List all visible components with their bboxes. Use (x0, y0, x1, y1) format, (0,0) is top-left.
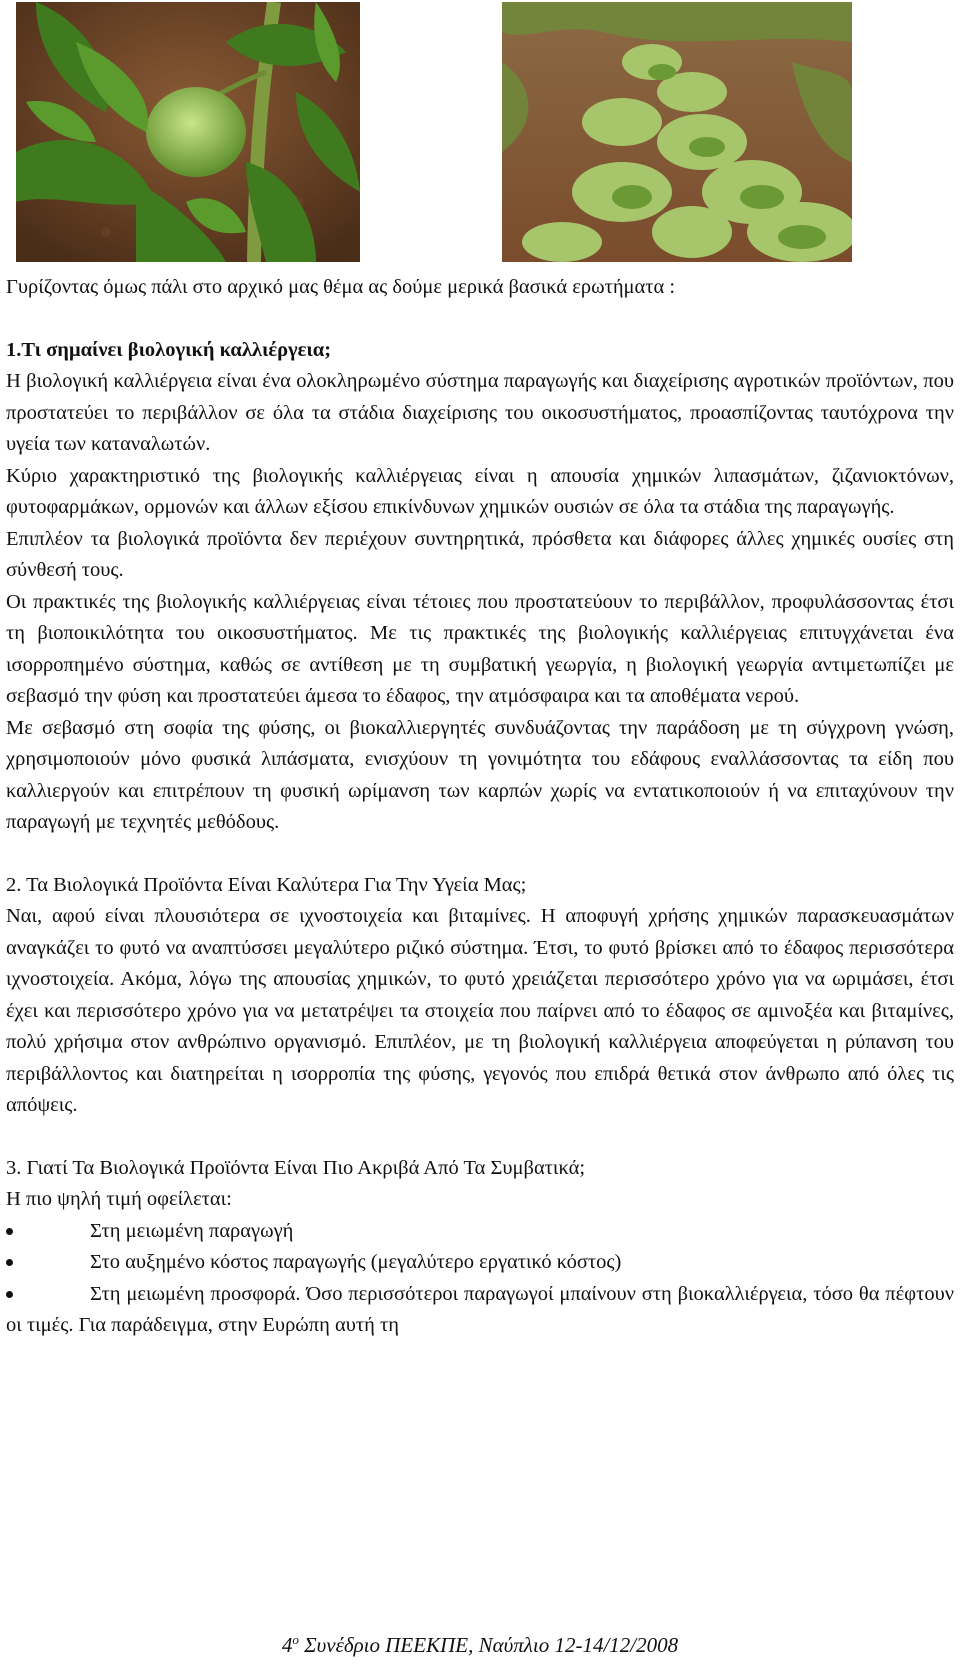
list-item (6, 1216, 954, 1248)
bullet-icon (6, 1228, 13, 1235)
list-item-text: Στη μειωμένη παραγωγή (90, 1219, 294, 1242)
question-1-paragraph: Κύριο χαρακτηριστικό της βιολογικής καλλιέργειας είναι η απουσία χημικών λιπασμάτων, ζιζανιοκτόνων, φυτοφαρμάκων, ορμονών και άλλων εξίσου επικίνδυνων χημικών ουσιών σε όλα τα στάδια της παραγωγής. (6, 464, 954, 518)
section-spacer (6, 1122, 954, 1153)
question-1-paragraph: Επιπλέον τα βιολογικά προϊόντα δεν περιέχουν συντηρητικά, πρόσθετα και διάφορες άλλες χημικές ουσίες στη σύνθεσή τους. (6, 527, 954, 581)
footer-superscript: ο (292, 1632, 299, 1647)
page-footer (0, 1630, 960, 1662)
footer-number: 4 (281, 1633, 293, 1657)
intro-paragraph: Γυρίζοντας όμως πάλι στο αρχικό μας θέμα ας δούμε μερικά βασικά ερωτήματα : (6, 276, 676, 298)
bullet-icon (6, 1259, 13, 1266)
section-spacer (6, 839, 954, 870)
tomato-plant-photo (16, 2, 360, 262)
question-1-section (6, 335, 954, 839)
squash-field-photo (502, 2, 852, 262)
question-2-heading: 2. Τα Βιολογικά Προϊόντα Είναι Καλύτερα Για Την Υγεία Μας; (6, 873, 527, 896)
list-item (6, 1247, 954, 1279)
question-2-section (6, 870, 954, 1122)
question-1-paragraph: Με σεβασμό στη σοφία της φύσης, οι βιοκαλλιεργητές συνδυάζοντας την παράδοση με τη σύγχρονη γνώση, χρησιμοποιούν μόνο φυσικά λιπάσματα, ενισχύουν τη γονιμότητα του εδάφους εναλλάσσοντας τα είδη που καλλιεργούν και επιτρέπουν τη φυσική ωρίμανση των καρπών χωρίς να εντατικοποιούν ή να επιταχύνουν την παραγωγή με τεχνητές μεθόδους. (6, 716, 954, 833)
article-body (6, 272, 954, 1342)
question-1-paragraph: Η βιολογική καλλιέργεια είναι ένα ολοκληρωμένο σύστημα παραγωγής και διαχείρισης αγροτικών προϊόντων, που προστατεύει το περιβάλλον σε όλα τα στάδια διαχείρισης του οικοσυστήματος, προασπίζοντας ταυτόχρονα την υγεία των καταναλωτών. (6, 370, 954, 455)
bullet-icon (6, 1291, 13, 1298)
question-3-lead: Η πιο ψηλή τιμή οφείλεται: (6, 1188, 232, 1210)
question-3-heading: 3. Γιατί Τα Βιολογικά Προϊόντα Είναι Πιο Ακριβά Από Τα Συμβατικά; (6, 1156, 586, 1179)
list-item (6, 1279, 954, 1342)
photo-row (6, 0, 954, 262)
question-1-heading: 1.Τι σημαίνει βιολογική καλλιέργεια; (6, 338, 332, 361)
question-3-section (6, 1153, 954, 1342)
footer-text: Συνέδριο ΠΕΕΚΠΕ, Ναύπλιο 12-14/12/2008 (298, 1633, 679, 1657)
question-2-paragraph: Ναι, αφού είναι πλουσιότερα σε ιχνοστοιχεία και βιταμίνες. Η αποφυγή χρήσης χημικών παρασκευασμάτων αναγκάζει το φυτό να αναπτύσσει μεγαλύτερο ριζικό σύστημα. Έτσι, το φυτό βρίσκει από το έδαφος περισσότερα ιχνοστοιχεία. Ακόμα, λόγω της απουσίας χημικών, το φυτό χρειάζεται περισσότερο χρόνο για να ωριμάσει, έτσι έχει και περισσότερο χρόνο για να μετατρέψει τα στοιχεία που παίρνει από το έδαφος σε αμινοξέα και βιταμίνες, πολύ χρήσιμα στον ανθρώπινο οργανισμό. Επιπλέον, με τη βιολογική καλλιέργεια αποφεύγεται η ρύπανση του περιβάλλοντος και διατηρείται η ισορροπία της φύσης, γεγονός που επιδρά θετικά στον άνθρωπο από όλες τις απόψεις. (6, 905, 954, 1116)
question-1-paragraph: Οι πρακτικές της βιολογικής καλλιέργειας είναι τέτοιες που προστατεύουν το περιβάλλον, προφυλάσσοντας έτσι τη βιοποικιλότητα του οικοσυστήματος. Με τις πρακτικές της βιολογικής καλλιέργειας επιτυγχάνεται ένα ισορροπημένο σύστημα, καθώς σε αντίθεση με τη συμβατική γεωργία, η βιολογική γεωργία αντιμετωπίζει με σεβασμό την φύση και προστατεύει άμεσα το έδαφος, την ατμόσφαιρα και τα αποθέματα νερού. (6, 590, 954, 707)
reasons-list (6, 1216, 954, 1342)
document-page (6, 0, 954, 1336)
list-item-text: Στο αυξημένο κόστος παραγωγής (μεγαλύτερο εργατικό κόστος) (90, 1251, 622, 1273)
list-item-text: Στη μειωμένη προσφορά. Όσο περισσότεροι παραγωγοί μπαίνουν στη βιοκαλλιέργεια, τόσο θα πέφτουν οι τιμές. Για παράδειγμα, στην Ευρώπη αυτή τη (6, 1282, 954, 1336)
